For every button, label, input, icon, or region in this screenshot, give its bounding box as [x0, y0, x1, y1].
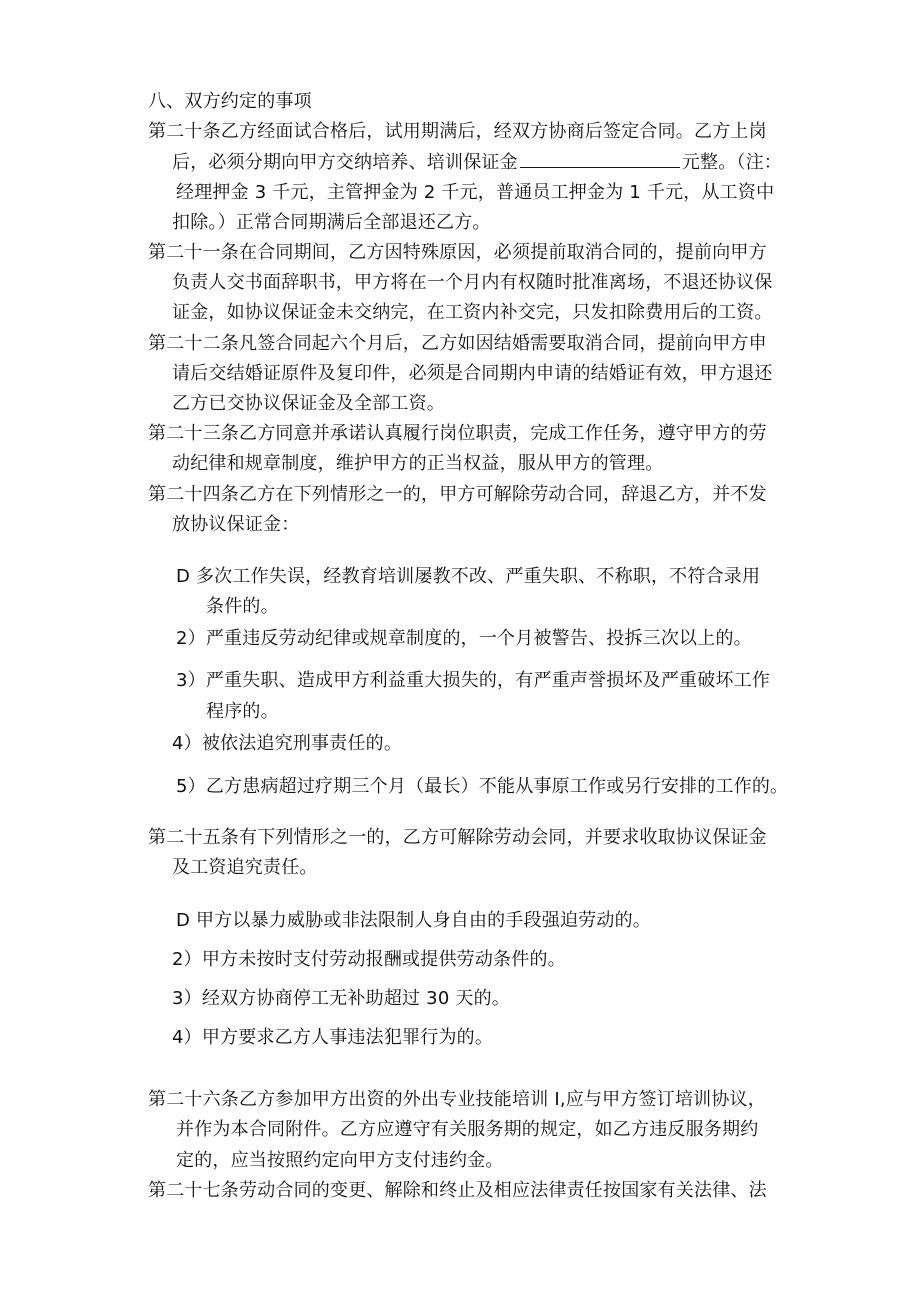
article-25-item-4: 4）甲方要求乙方人事违法犯罪行为的。	[172, 1027, 494, 1048]
article-24-item-4: 4）被依法追究刑事责任的。	[172, 733, 403, 754]
article-24-item-1-line-1: D 多次工作失误，经教育培训屡教不改、严重失职、不称职，不符合录用	[176, 566, 761, 587]
article-20-line-1: 第二十条乙方经面试合格后，试用期满后，经双方协商后签定合同。乙方上岗	[148, 121, 767, 142]
article-24-line-2: 放协议保证金：	[172, 514, 300, 535]
article-25-item-1: D 甲方以暴力威胁或非法限制人身自由的手段强迫劳动的。	[176, 910, 651, 931]
article-24-item-3-line-2: 程序的。	[206, 701, 279, 722]
section-title: 八、双方约定的事项	[148, 91, 312, 112]
article-26-line-2: 并作为本合同附件。乙方应遵守有关服务期的规定，如乙方违反服务期约	[176, 1119, 759, 1140]
article-24-item-5: 5）乙方患病超过疗期三个月（最长）不能从事原工作或另行安排的工作的。	[176, 776, 789, 797]
article-24-item-1-line-2: 条件的。	[206, 596, 279, 617]
article-26-line-3: 定的，应当按照约定向甲方支付违约金。	[176, 1150, 504, 1171]
article-21-line-3: 证金，如协议保证金未交纳完，在工资内补交完，只发扣除费用后的工资。	[172, 302, 773, 323]
article-25-line-2: 及工资追究责任。	[172, 857, 318, 878]
article-26-line-1: 第二十六条乙方参加甲方出资的外出专业技能培训 I,应与甲方签订培训协议，	[148, 1089, 766, 1110]
article-22-line-2: 请后交结婚证原件及复印件，必须是合同期内申请的结婚证有效，甲方退还	[172, 363, 773, 384]
article-25-line-1: 第二十五条有下列情形之一的，乙方可解除劳动会同，并要求收取协议保证金	[148, 827, 767, 848]
article-25-item-3: 3）经双方协商停工无补助超过 30 天的。	[172, 988, 510, 1009]
article-20-line-2-start: 后，必须分期向甲方交纳培养、培训保证金	[172, 152, 518, 173]
deposit-amount-blank	[520, 149, 680, 168]
article-25-item-2: 2）甲方未按时支付劳动报酬或提供劳动条件的。	[172, 949, 566, 970]
article-20-line-3: 经理押金 3 千元，主管押金为 2 千元，普通员工押金为 1 千元，从工资中	[176, 182, 775, 203]
article-24-line-1: 第二十四条乙方在下列情形之一的，甲方可解除劳动合同，辞退乙方，并不发	[148, 484, 767, 505]
article-20-line-4: 扣除。）正常合同期满后全部退还乙方。	[172, 212, 491, 233]
article-20-line-2-end: 元整。（注：	[681, 152, 783, 173]
article-20-line-2	[172, 149, 782, 176]
article-22-line-1: 第二十二条凡签合同起六个月后，乙方如因结婚需要取消合同，提前向甲方申	[148, 333, 767, 354]
article-24-item-3-line-1: 3）严重失职、造成甲方利益重大损失的，有严重声誉损坏及严重破坏工作	[176, 670, 771, 691]
article-21-line-2: 负责人交书面辞职书，甲方将在一个月内有权随时批准离场，不退还协议保	[172, 272, 773, 293]
article-27-line-1: 第二十七条劳动合同的变更、解除和终止及相应法律责任按国家有关法律、法	[148, 1180, 767, 1201]
article-24-item-2: 2）严重违反劳动纪律或规章制度的，一个月被警告、投拆三次以上的。	[176, 628, 752, 649]
article-22-line-3: 乙方已交协议保证金及全部工资。	[172, 393, 445, 414]
article-23-line-2: 动纪律和规章制度，维护甲方的正当权益，服从甲方的管理。	[172, 453, 664, 474]
article-23-line-1: 第二十三条乙方同意并承诺认真履行岗位职责，完成工作任务，遵守甲方的劳	[148, 423, 767, 444]
article-21-line-1: 第二十一条在合同期间，乙方因特殊原因，必须提前取消合同的，提前向甲方	[148, 242, 767, 263]
